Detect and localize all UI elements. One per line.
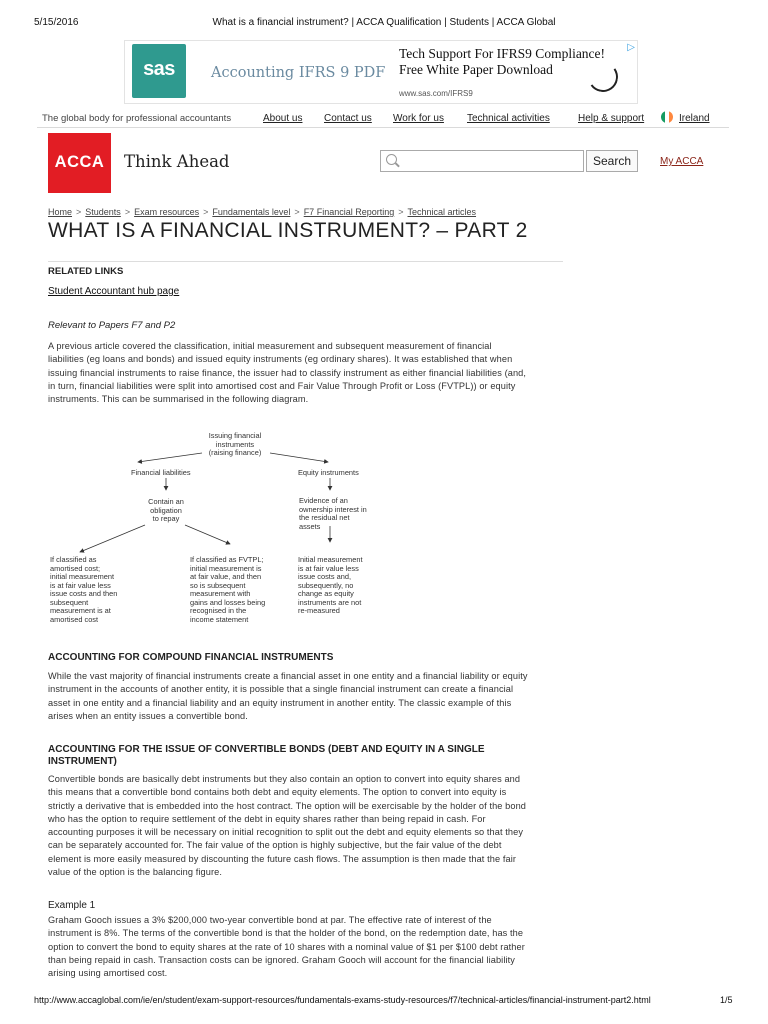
ad-banner[interactable] — [124, 40, 638, 104]
search-icon — [386, 154, 397, 165]
example-paragraph: Graham Gooch issues a 3% $200,000 two-year convertible bond at par. The effective rate of interest of the instrument is 8%. The terms of the convertible bond is that the holder of the bond, on the redemption date, has the option to convert the bond to equity shares at the rate of 10 shares with a nominal value of $1 per $100 debt rather than being repaid in cash. Transaction costs can be ignored. Graham Gooch will account for the financial liability arising using amortised cost. — [48, 915, 525, 979]
ireland-flag-icon — [661, 111, 673, 123]
nav-about-us[interactable]: About us — [263, 113, 303, 124]
section-heading-compound: ACCOUNTING FOR COMPOUND FINANCIAL INSTRUMENTS — [48, 652, 334, 663]
print-page-title: What is a financial instrument? | ACCA Qualification | Students | ACCA Global — [212, 17, 556, 28]
ad-title[interactable]: Accounting IFRS 9 PDF — [211, 65, 386, 81]
my-acca-link[interactable]: My ACCA — [660, 156, 704, 167]
title-divider — [48, 261, 563, 262]
diagram-obligation-node: Contain an obligation to repay — [148, 497, 184, 523]
diagram-liabilities-node: Financial liabilities — [131, 468, 191, 477]
nav-contact-us[interactable]: Contact us — [324, 113, 372, 124]
breadcrumb: Home > Students > Exam resources > Fundamentals level > F7 Financial Reporting > Technical articles — [48, 207, 477, 217]
breadcrumb-technical-articles[interactable]: Technical articles — [407, 207, 477, 217]
convertible-paragraph: Convertible bonds are basically debt instruments but they also contain an option to convert into equity shares and this means that a convertible bond contains both debt and equity elements. The option to convert into equity is strictly a derivative that is embedded into the host contract. The option will be exercisable by the holder of the bond who has the option to require settlement of the debt in equity shares rather than being repaid in cash. For accounting purposes it will be necessary on initial recognition to split out the debt and equity elements so that they can be separately accounted for. The fair value of the option is highly subjective, but the fair value of the debt element is more easily measured by discounting the future cash flows. The assumption is then made that the fair value of the option is the balancing figure. — [48, 774, 527, 878]
diagram-evidence-node: Evidence of an ownership interest in the residual net assets — [299, 496, 367, 531]
print-date: 5/15/2016 — [34, 17, 79, 28]
ad-choices-icon[interactable]: ▷ — [627, 42, 635, 53]
nav-help-support[interactable]: Help & support — [578, 113, 645, 124]
diagram-equity-measure-node: Initial measurement is at fair value less issue costs and, subsequently, no change as equity instruments are not re-measured — [298, 555, 363, 615]
compound-paragraph: While the vast majority of financial instruments create a financial asset in one entity and a financial liability or equity instrument in the accounts of another entity, it is possible that a single financial instrument can create a financial asset in one entity and a financial liability and an equity instrument in another entity. The classic example of this arises when an entity issues a convertible bond. — [48, 671, 528, 721]
diagram-root-node: Issuing financial instruments (raising finance) — [208, 431, 262, 457]
classification-diagram — [40, 428, 400, 633]
breadcrumb-f7[interactable]: F7 Financial Reporting — [303, 207, 395, 217]
related-links-heading: RELATED LINKS — [48, 266, 124, 277]
search-button[interactable]: Search — [586, 150, 638, 172]
breadcrumb-students[interactable]: Students — [85, 207, 121, 217]
page-title: WHAT IS A FINANCIAL INSTRUMENT? – PART 2 — [48, 219, 528, 242]
slogan: Think Ahead — [124, 152, 230, 171]
intro-paragraph: A previous article covered the classification, initial measurement and subsequent measurement of financial liabilities (eg loans and bonds) and issued equity instruments (eg ordinary shares). It was established that when issuing financial instruments to raise finance, the issuer had to classify instrument as either financial liabilities (and, in turn, financial liabilities were split into amortised cost and Fair Value Through Profit or Loss (FVTPL)) or equity instruments. This can be summarised in the following diagram. — [48, 341, 527, 405]
section-heading-convertible: ACCOUNTING FOR THE ISSUE OF CONVERTIBLE BONDS (DEBT AND EQUITY IN A SINGLE INSTRUMENT) — [48, 744, 485, 767]
arrow-to-fvtpl — [185, 525, 230, 544]
nav-region-ireland[interactable]: Ireland — [679, 113, 710, 124]
arrow-to-equity — [270, 453, 328, 462]
diagram-amortised-node: If classified as amortised cost; initial measurement is at fair value less issue costs and then subsequent measurement is at amortised cost — [50, 555, 118, 624]
arrow-to-liabilities — [138, 453, 202, 462]
sas-logo: sas — [132, 44, 186, 98]
breadcrumb-fundamentals-level[interactable]: Fundamentals level — [212, 207, 291, 217]
diagram-equity-node: Equity instruments — [298, 468, 359, 477]
ad-copy[interactable]: Tech Support For IFRS9 Compliance! Free White Paper Download — [399, 46, 606, 77]
nav-technical-activities[interactable]: Technical activities — [467, 113, 550, 124]
nav-divider — [37, 127, 729, 128]
search-input[interactable] — [380, 150, 584, 172]
nav-work-for-us[interactable]: Work for us — [393, 113, 444, 124]
print-url: http://www.accaglobal.com/ie/en/student/exam-support-resources/fundamentals-exams-study-resources/f7/technical-articles/financial-instrument-part2.html — [34, 995, 651, 1005]
diagram-fvtpl-node: If classified as FVTPL; initial measurement is at fair value, and then so is subsequent measurement with gains and losses being recognised in the income statement — [190, 555, 266, 624]
example-heading: Example 1 — [48, 900, 96, 911]
breadcrumb-exam-resources[interactable]: Exam resources — [134, 207, 200, 217]
arrow-to-amortised — [80, 525, 145, 552]
relevant-papers-note: Relevant to Papers F7 and P2 — [48, 320, 176, 331]
breadcrumb-home[interactable]: Home — [48, 207, 73, 217]
tagline: The global body for professional accountants — [42, 113, 232, 124]
student-accountant-hub-link[interactable]: Student Accountant hub page — [48, 286, 180, 297]
print-page-number: 1/5 — [720, 995, 733, 1005]
ad-url[interactable]: www.sas.com/IFRS9 — [399, 89, 473, 98]
acca-logo[interactable]: ACCA — [48, 133, 111, 193]
